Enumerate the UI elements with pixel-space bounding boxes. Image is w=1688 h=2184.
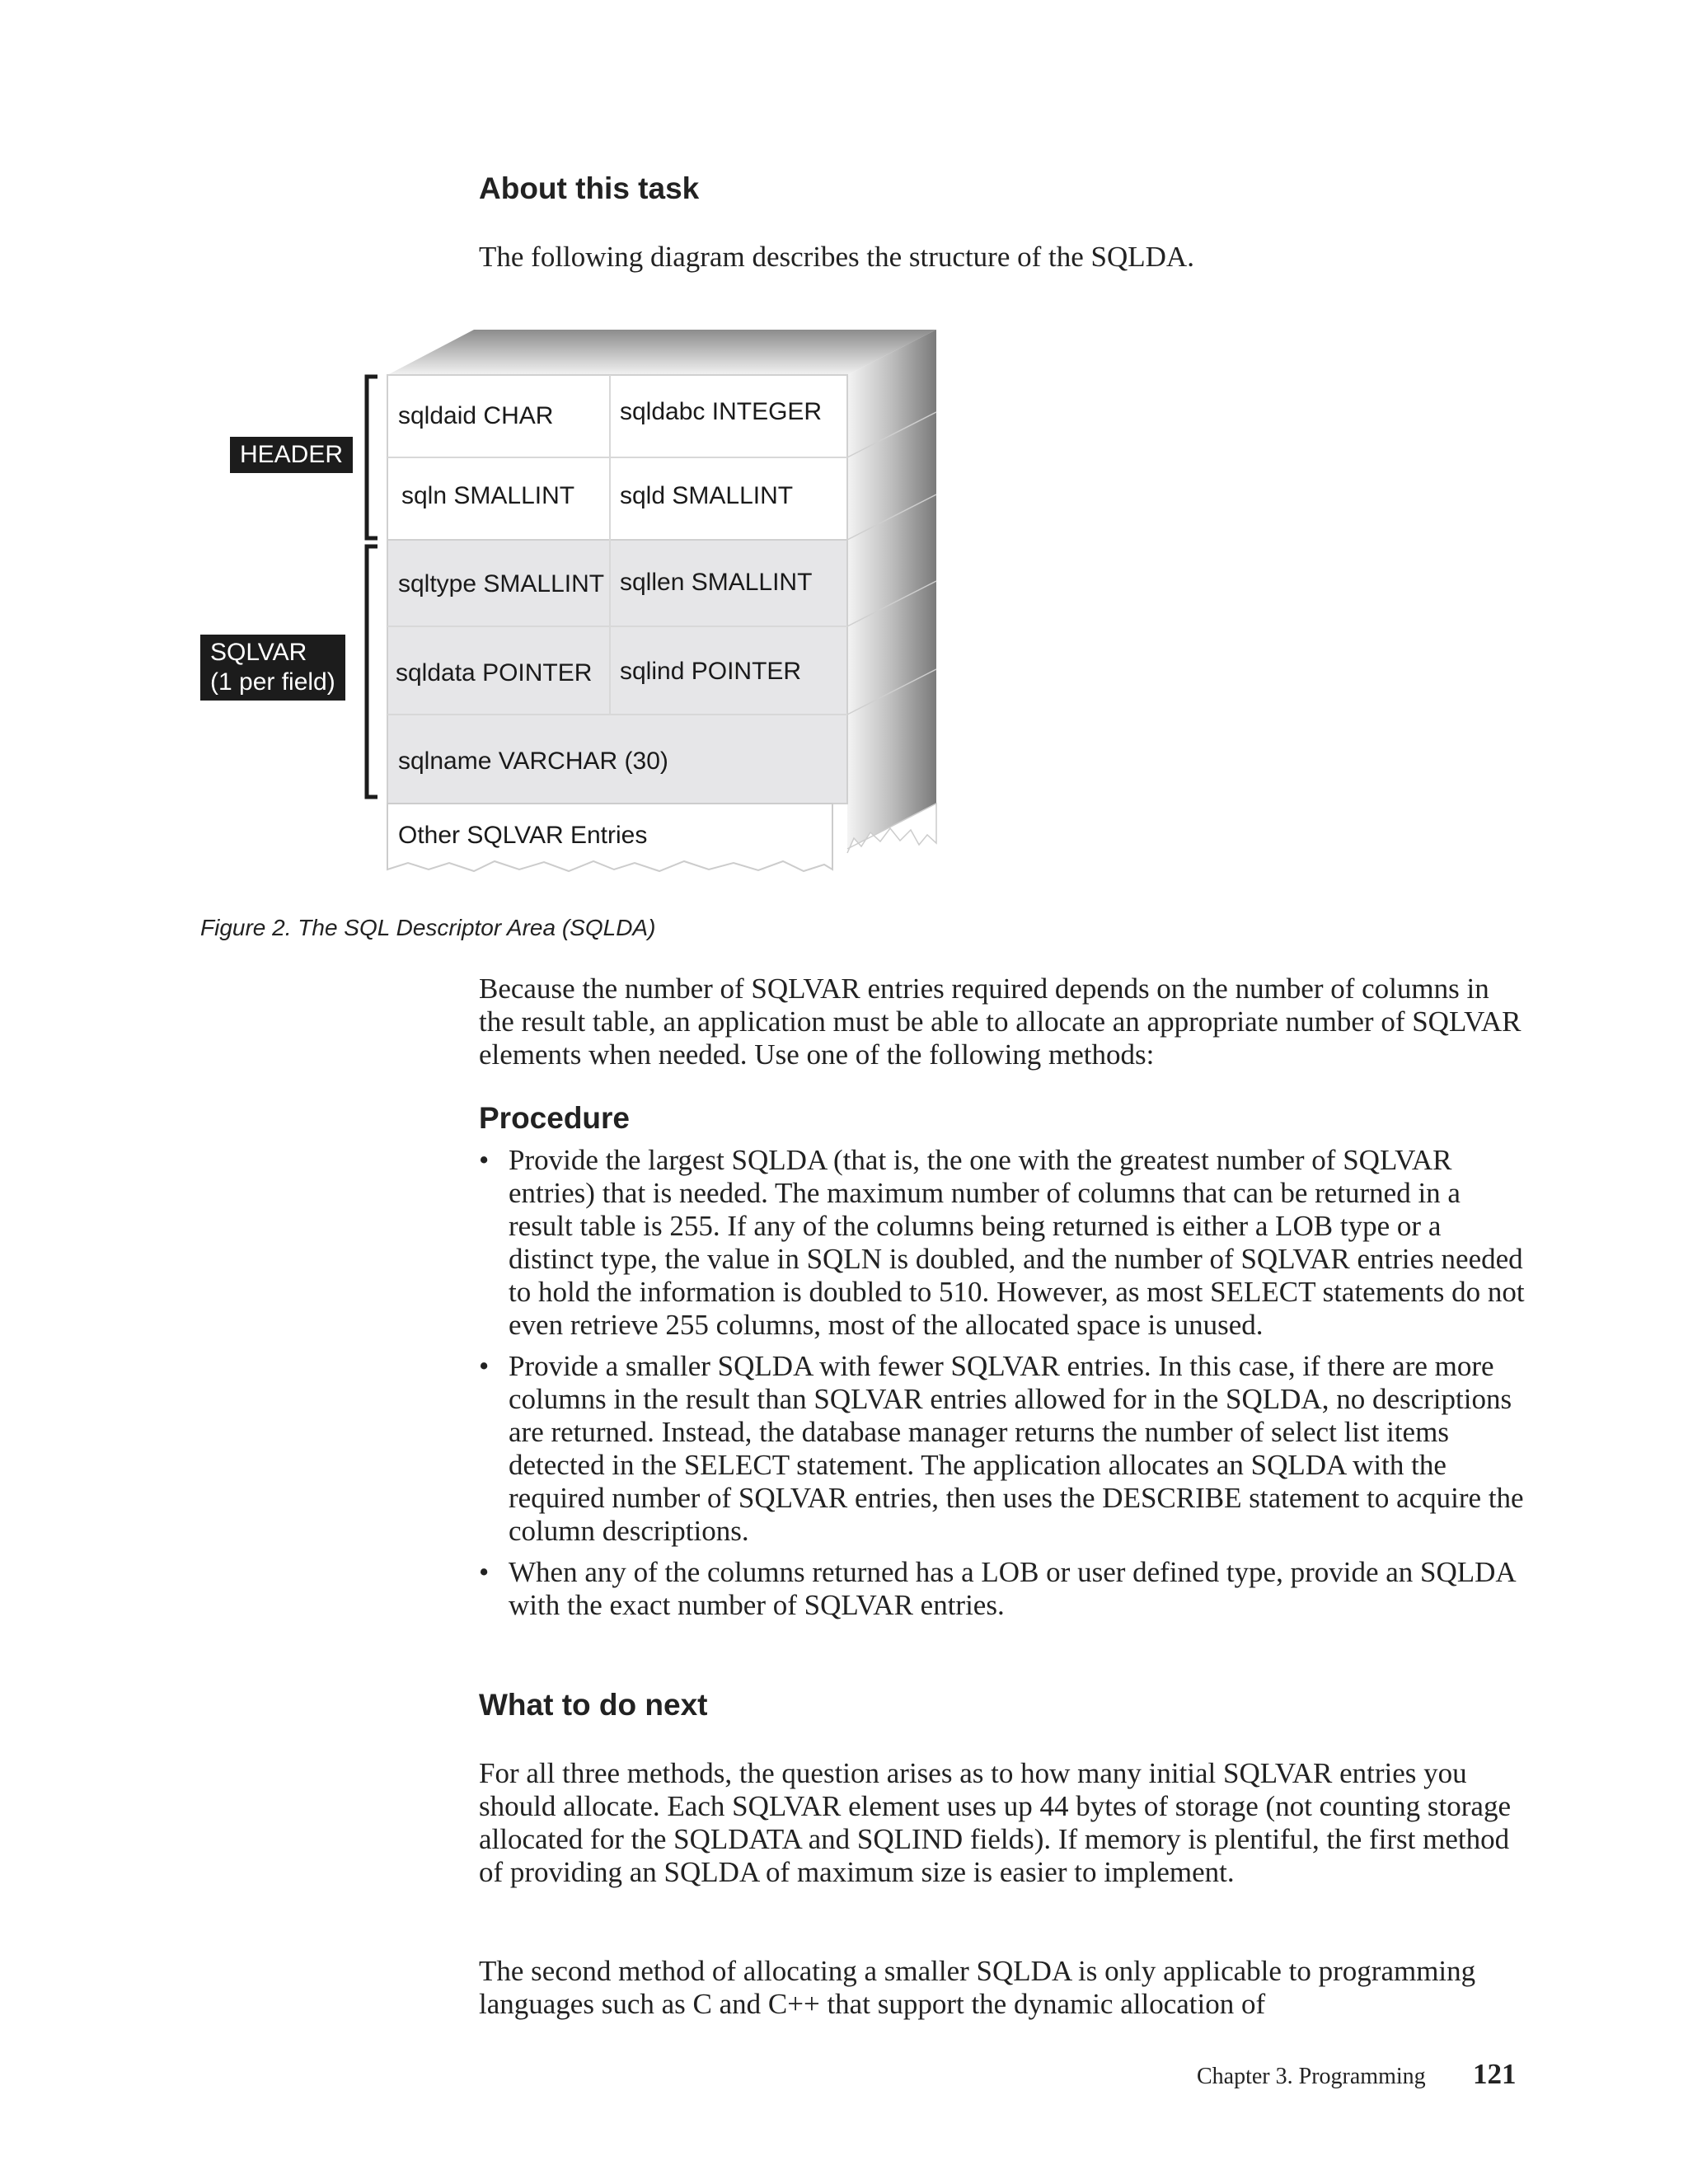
cell-sqlname: sqlname VARCHAR (30) [398,748,668,775]
cell-sqln: sqln SMALLINT [401,482,575,509]
footer-chapter: Chapter 3. Programming [1197,2064,1426,2089]
paragraph-second-method-text: The second method of allocating a smaller SQLDA is only applicable to programming languages such as C and C++ that support the dynamic allocation of [479,1955,1476,2020]
cell-sqldata: sqldata POINTER [396,659,593,687]
header-label: HEADER [230,437,353,473]
next-heading: What to do next [479,1688,708,1722]
list-item: • When any of the columns returned has a LOB or user defined type, provide an SQLDA with the exact number of SQLVAR entries. [479,1556,1526,1622]
paragraph-next-text: For all three methods, the question arises as to how many initial SQLVAR entries you should allocate. Each SQLVAR element uses up 44 bytes of storage (not counting storage allocated for the SQLDATA and SQLIND fields). If memory is plentiful, the first method of providing an SQLDA of maximum size is easier to implement. [479,1757,1511,1888]
cell-sqld: sqld SMALLINT [620,482,794,509]
sqlvar-bracket [367,546,377,797]
procedure-heading: Procedure [479,1101,631,1135]
paragraph-intro [479,972,1526,1071]
cell-other-entries: Other SQLVAR Entries [398,822,648,849]
cell-sqllen: sqllen SMALLINT [620,569,813,596]
cell-sqldabc: sqldabc INTEGER [620,398,823,425]
list-item: • Provide a smaller SQLDA with fewer SQLVAR entries. In this case, if there are more columns in the result than SQLVAR entries allowed for in the SQLDA, no descriptions are returned. Instead, the database manager returns the number of select list items detected in the SELECT statement. The application allocates an SQLDA with the required number of SQLVAR entries, then uses the DESCRIBE statement to acquire the column descriptions. [479,1350,1526,1548]
sqlvar-label-line2: (1 per field) [210,668,335,696]
sqlda-structure-graphic [190,326,948,902]
cell-sqldaid: sqldaid CHAR [398,402,554,429]
cell-sqltype: sqltype SMALLINT [398,570,605,598]
paragraph-intro-text: Because the number of SQLVAR entries required depends on the number of columns in the result table, an application must be able to allocate an appropriate number of SQLVAR elements when needed. Use one of the following methods: [479,972,1522,1071]
page-number: 121 [1473,2058,1517,2090]
sqlvar-label [200,635,345,701]
paragraph-second-method [479,1955,1526,2021]
about-intro: The following diagram describes the structure of the SQLDA. [479,241,1194,273]
figure-caption: Figure 2. The SQL Descriptor Area (SQLDA) [200,915,656,940]
cube-side-face [847,330,936,849]
sqlda-diagram [190,326,948,902]
sqlvar-label-line1: SQLVAR [210,639,307,666]
procedure-list [479,1144,1526,1630]
header-bracket [367,377,377,538]
cube-top-face [387,330,936,375]
cell-sqlind: sqlind POINTER [620,658,802,685]
paragraph-next [479,1757,1526,1889]
list-item: • Provide the largest SQLDA (that is, the one with the greatest number of SQLVAR entries) that is needed. The maximum number of columns that can be returned in a result table is 255. If any of the columns being returned is either a LOB type or a distinct type, the value in SQLN is doubled, and the number of SQLVAR entries needed to hold the information is doubled to 510. However, as most SELECT statements do not even retrieve 255 columns, most of the allocated space is unused. [479,1144,1526,1342]
about-heading: About this task [479,171,700,205]
